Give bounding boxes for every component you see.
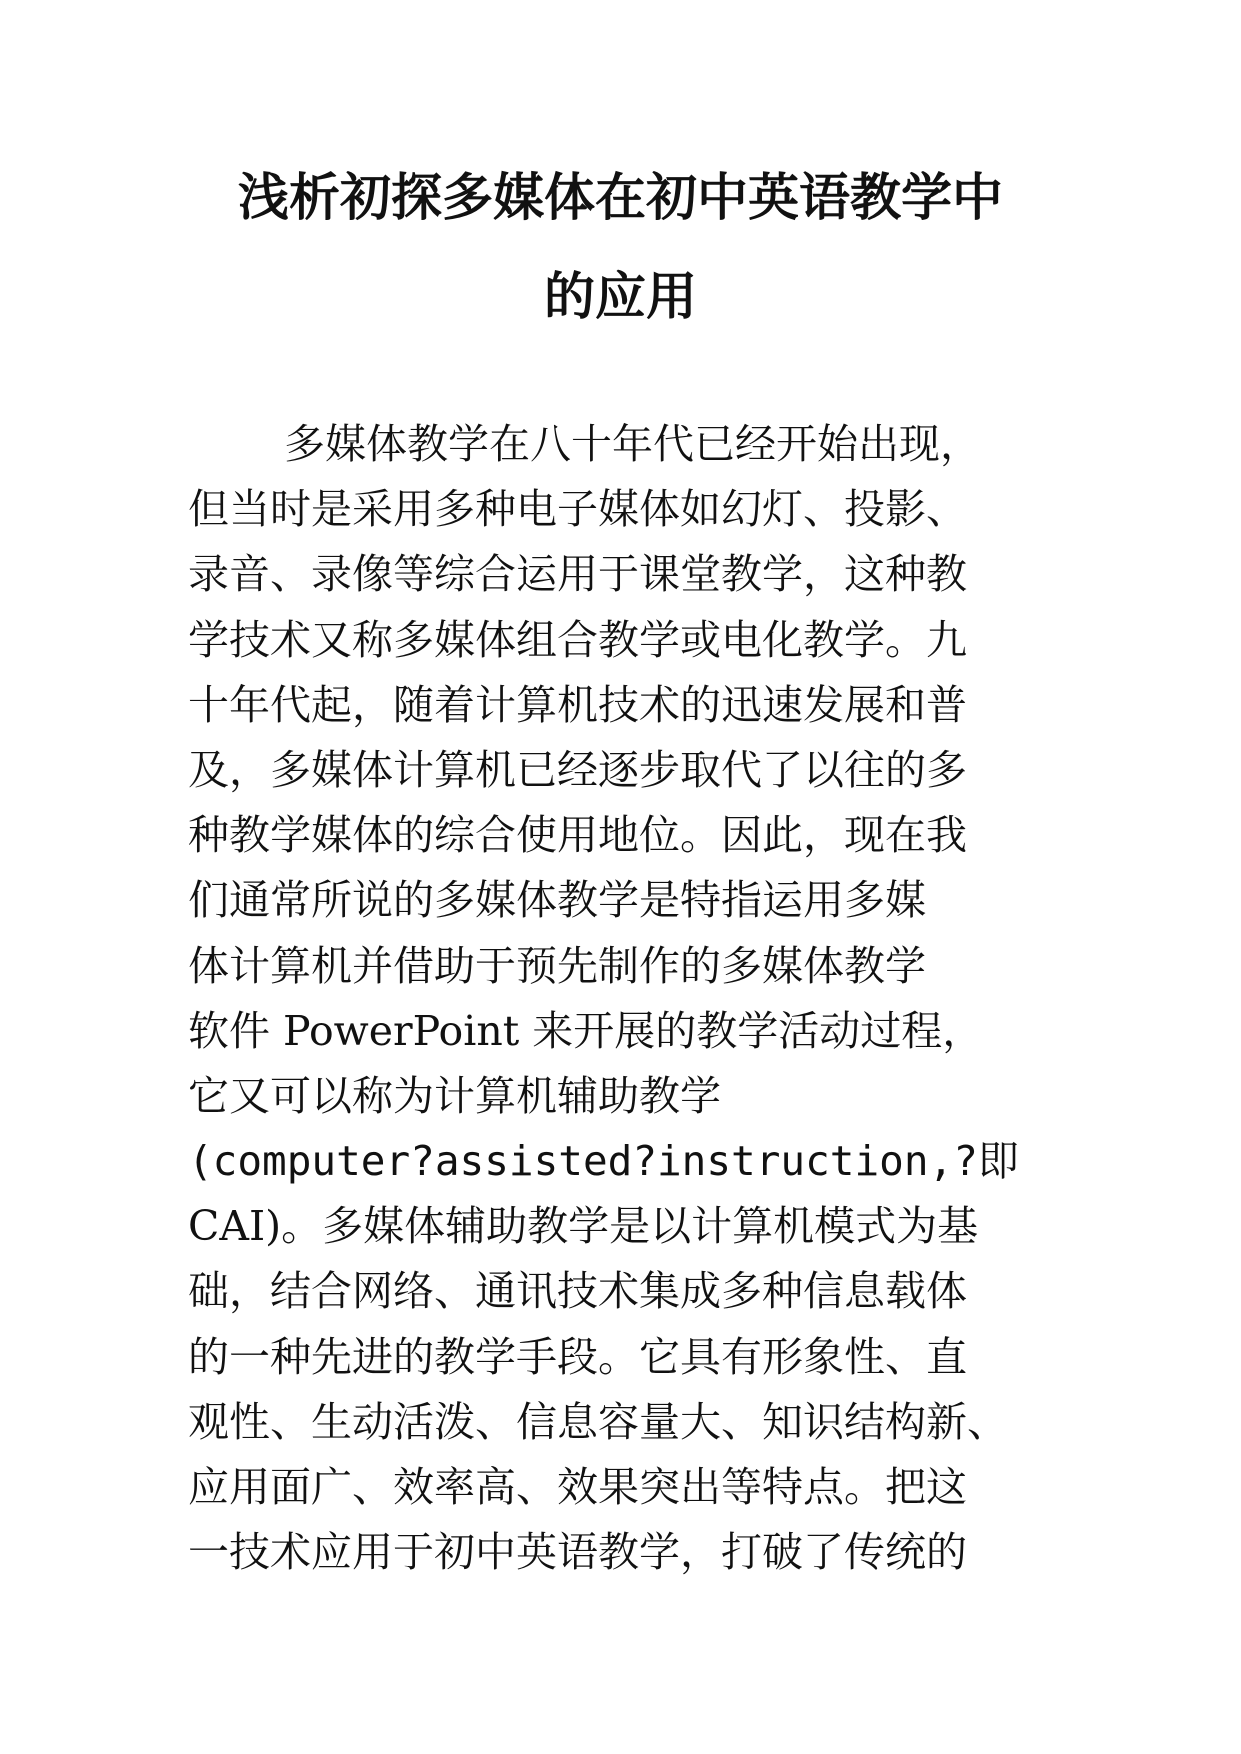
body-line: 体计算机并借助于预先制作的多媒体教学: [188, 941, 926, 990]
body-line: 但当时是采用多种电子媒体如幻灯、投影、: [188, 485, 967, 534]
body-line: (computer?assisted?instruction,?即: [188, 1137, 1019, 1186]
body-line: 录音、录像等综合运用于课堂教学，这种教: [188, 550, 967, 599]
body-paragraph: [188, 412, 1188, 1585]
body-line: 它又可以称为计算机辅助教学: [188, 1071, 721, 1120]
body-line: 应用面广、效率高、效果突出等特点。把这: [188, 1463, 967, 1511]
body-line: 十年代起，随着计算机技术的迅速发展和普: [188, 680, 967, 729]
body-line: 软件 PowerPoint 来开展的教学活动过程，: [188, 1006, 984, 1055]
page-title-line-2: 的应用: [543, 267, 697, 327]
body-line: 一技术应用于初中英语教学，打破了传统的: [188, 1528, 967, 1577]
body-line: 观性、生动活泼、信息容量大、知识结构新、: [188, 1397, 1008, 1446]
body-line: 学技术又称多媒体组合教学或电化教学。九: [188, 615, 967, 664]
page-title-line-1: 浅析初探多媒体在初中英语教学中: [237, 168, 1003, 228]
body-line: 及，多媒体计算机已经逐步取代了以往的多: [188, 745, 967, 794]
body-line: 们通常所说的多媒体教学是特指运用多媒: [188, 876, 926, 925]
body-line: 种教学媒体的综合使用地位。因此，现在我: [188, 811, 967, 860]
body-line: CAI)。多媒体辅助教学是以计算机模式为基: [188, 1202, 979, 1251]
body-line: 的一种先进的教学手段。它具有形象性、直: [188, 1332, 967, 1381]
body-line: 础，结合网络、通讯技术集成多种信息载体: [188, 1267, 967, 1316]
body-line: 多媒体教学在八十年代已经开始出现，: [284, 420, 981, 468]
